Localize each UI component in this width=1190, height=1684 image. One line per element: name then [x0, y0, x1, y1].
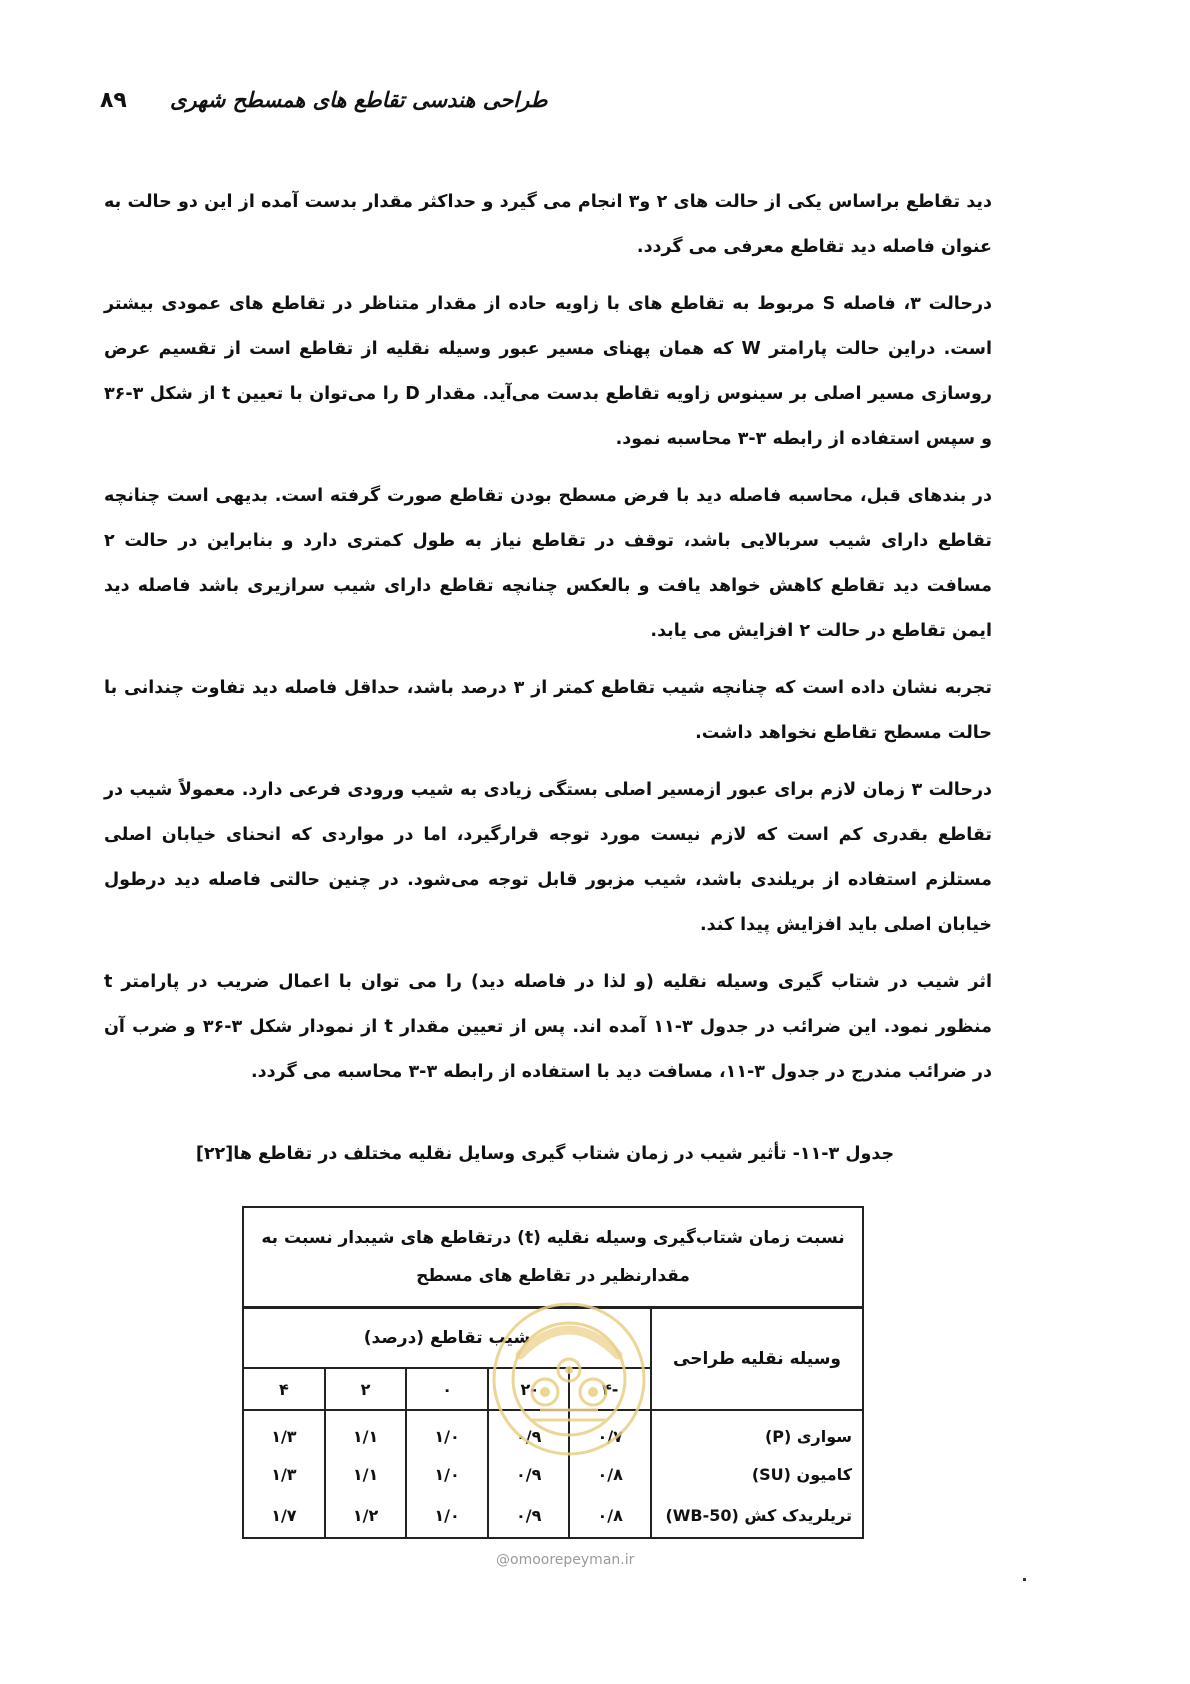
value-cell: ۱/۱ — [325, 1410, 407, 1455]
table-row — [243, 1493, 863, 1538]
value-cell: ۰/۹ — [488, 1493, 570, 1538]
table-main-header: نسبت زمان شتاب‌گیری وسیله نقلیه (t) درتقاطع های شیبدار نسبت به مقدارنظیر در تقاطع های مسطح — [243, 1207, 863, 1308]
grade-column-header: شیب تقاطع (درصد) — [243, 1308, 651, 1369]
grade-column-label: -۴ — [569, 1368, 651, 1410]
value-cell: ۰/۷ — [569, 1410, 651, 1455]
vehicle-cell: کامیون (SU) — [651, 1455, 863, 1493]
value-cell: ۱/۱ — [325, 1455, 407, 1493]
paragraph: درحالت ۳ زمان لازم برای عبور ازمسیر اصلی بستگی زیادی به شیب ورودی فرعی دارد. معمولاً شیب در تقاطع بقدری کم است که لازم نیست مورد توجه قرارگیرد، اما در مواردی که انحنای خیابان اصلی مستلزم استفاده از بریلندی باشد، شیب مزبور قابل توجه می‌شود. در چنین حالتی فاصله دید درطول خیابان اصلی باید افزایش پیدا کند. — [104, 780, 993, 935]
table-caption: جدول ۳-۱۱- تأثیر شیب در زمان شتاب گیری وسایل نقلیه مختلف در تقاطع ها[۲۲] — [195, 1144, 895, 1164]
paragraph: درحالت ۳، فاصله S مربوط به تقاطع های با زاویه حاده از مقدار متناظر در تقاطع های عمودی بیشتر است. دراین حالت پارامتر W که همان پهنای مسیر عبور وسیله نقلیه از تقاطع است از تقسیم عرض روسازی مسیر اصلی بر سینوس زاویه تقاطع بدست می‌آید. مقدار D را می‌توان با تعیین t از شکل ۳-۳۶ و سپس استفاده از رابطه ۳-۳ محاسبه نمود. — [104, 294, 993, 449]
body-text — [104, 180, 992, 1107]
vehicle-cell: تریلریدک کش (WB-50) — [651, 1493, 863, 1538]
vehicle-column-header: وسیله نقلیه طراحی — [651, 1308, 863, 1411]
grade-column-label: ۲ — [325, 1368, 407, 1410]
table-row — [243, 1410, 863, 1455]
page-header — [100, 82, 1000, 122]
vehicle-cell: سواری (P) — [651, 1410, 863, 1455]
value-cell: ۱/۰ — [406, 1410, 488, 1455]
value-cell: ۱/۰ — [406, 1455, 488, 1493]
grade-column-label: ۴ — [243, 1368, 325, 1410]
value-cell: ۱/۲ — [325, 1493, 407, 1538]
value-cell: ۰/۹ — [488, 1410, 570, 1455]
running-title: طراحی هندسی تقاطع های همسطح شهری — [170, 88, 548, 112]
value-cell: ۱/۳ — [243, 1455, 325, 1493]
grade-column-label: ۰ — [406, 1368, 488, 1410]
page-number: ۸۹ — [100, 88, 127, 113]
paragraph: تجربه نشان داده است که چنانچه شیب تقاطع کمتر از ۳ درصد باشد، حداقل فاصله دید تفاوت چندانی با حالت مسطح تقاطع نخواهد داشت. — [104, 678, 992, 743]
paragraph: اثر شیب در شتاب گیری وسیله نقلیه (و لذا در فاصله دید) را می توان با اعمال ضریب در پارامتر t منظور نمود. این ضرائب در جدول ۳-۱۱ آمده اند. پس از تعیین مقدار t از نمودار شکل ۳-۳۶ و ضرب آن در ضرائب مندرج در جدول ۳-۱۱، مسافت دید با استفاده از رابطه ۳-۳ محاسبه می گردد. — [104, 972, 992, 1082]
value-cell: ۱/۷ — [243, 1493, 325, 1538]
table-row — [243, 1455, 863, 1493]
value-cell: ۱/۳ — [243, 1410, 325, 1455]
value-cell: ۱/۰ — [406, 1493, 488, 1538]
value-cell: ۰/۸ — [569, 1455, 651, 1493]
paragraph: دید تقاطع براساس یکی از حالت های ۲ و۳ انجام می گیرد و حداکثر مقدار بدست آمده از این دو حالت به عنوان فاصله دید تقاطع معرفی می گردد. — [104, 192, 992, 257]
value-cell: ۰/۹ — [488, 1455, 570, 1493]
grade-column-label: -۲ — [488, 1368, 570, 1410]
paragraph: در بندهای قبل، محاسبه فاصله دید با فرض مسطح بودن تقاطع صورت گرفته است. بدیهی است چنانچه تقاطع دارای شیب سربالایی باشد، توقف در تقاطع نیاز به طول کمتری دارد و بنابراین در حالت ۲ مسافت دید تقاطع کاهش خواهد یافت و بالعکس چنانچه تقاطع دارای شیب سرازیری باشد فاصله دید ایمن تقاطع در حالت ۲ افزایش می یابد. — [104, 486, 992, 641]
value-cell: ۰/۸ — [569, 1493, 651, 1538]
watermark-url: @omoorepeyman.ir — [496, 1552, 635, 1568]
edge-mark — [1023, 1578, 1026, 1581]
grade-effect-table — [242, 1206, 864, 1539]
